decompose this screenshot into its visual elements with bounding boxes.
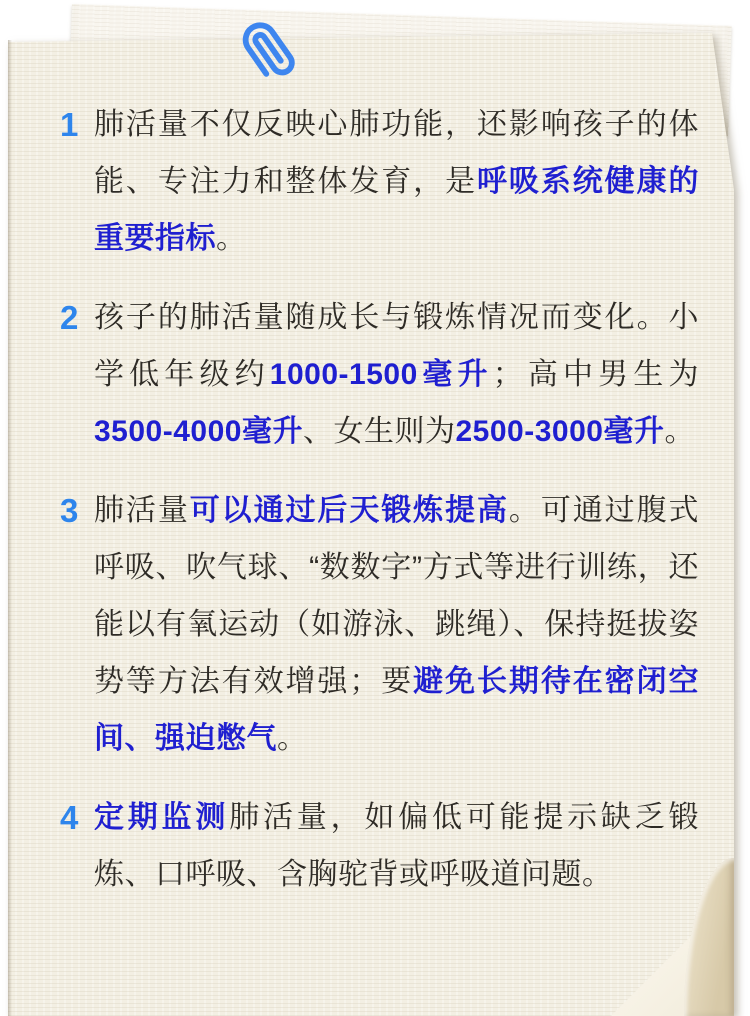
paperclip-icon: [234, 16, 302, 85]
body-text: 。: [664, 415, 695, 448]
body-text: 。可通过腹式呼吸、吹气球、“数数字”方式等进行训练，还能以有氧运动（如游泳、跳绳）、保持挺拔姿势等方法有效增强；要: [94, 494, 700, 698]
list-item: [60, 96, 699, 267]
item-text: [94, 482, 699, 767]
item-number: 4: [60, 799, 79, 836]
paper-left-edge: [8, 40, 12, 1016]
highlight-text: 呼吸系统健康的重要指标: [94, 165, 699, 255]
list-item: [60, 789, 699, 903]
body-text: ；高中男生为: [492, 358, 699, 391]
body-text: 、女生则为: [302, 415, 456, 448]
highlight-text: 3500-4000毫升: [94, 415, 303, 448]
item-number: 3: [60, 492, 79, 529]
highlight-text: 避免长期待在密闭空间、强迫憋气: [94, 665, 700, 755]
item-number: 2: [60, 299, 79, 336]
item-number: 1: [60, 106, 79, 143]
body-text: 。: [216, 222, 247, 255]
body-text: 肺活量，如偏低可能提示缺乏锻炼、口呼吸、含胸驼背或呼吸道问题。: [94, 801, 700, 891]
points-list: [60, 96, 699, 925]
list-item: [60, 289, 699, 460]
highlight-text: 2500-3000毫升: [455, 415, 665, 448]
item-text: [94, 789, 699, 903]
highlight-text: 可以通过后天锻炼提高: [189, 494, 509, 527]
highlight-text: 1000-1500毫升: [269, 358, 493, 391]
list-item: [60, 482, 699, 767]
body-text: 孩子的肺活量随成长与锻炼情况而变化。小学低年级约: [94, 301, 699, 391]
body-text: 肺活量: [94, 494, 190, 527]
body-text: 肺活量不仅反映心肺功能，还影响孩子的体能、专注力和整体发育，是: [94, 108, 699, 198]
item-text: [94, 96, 699, 267]
highlight-text: 定期监测: [94, 801, 230, 834]
body-text: 。: [277, 722, 308, 755]
item-text: [94, 289, 699, 460]
